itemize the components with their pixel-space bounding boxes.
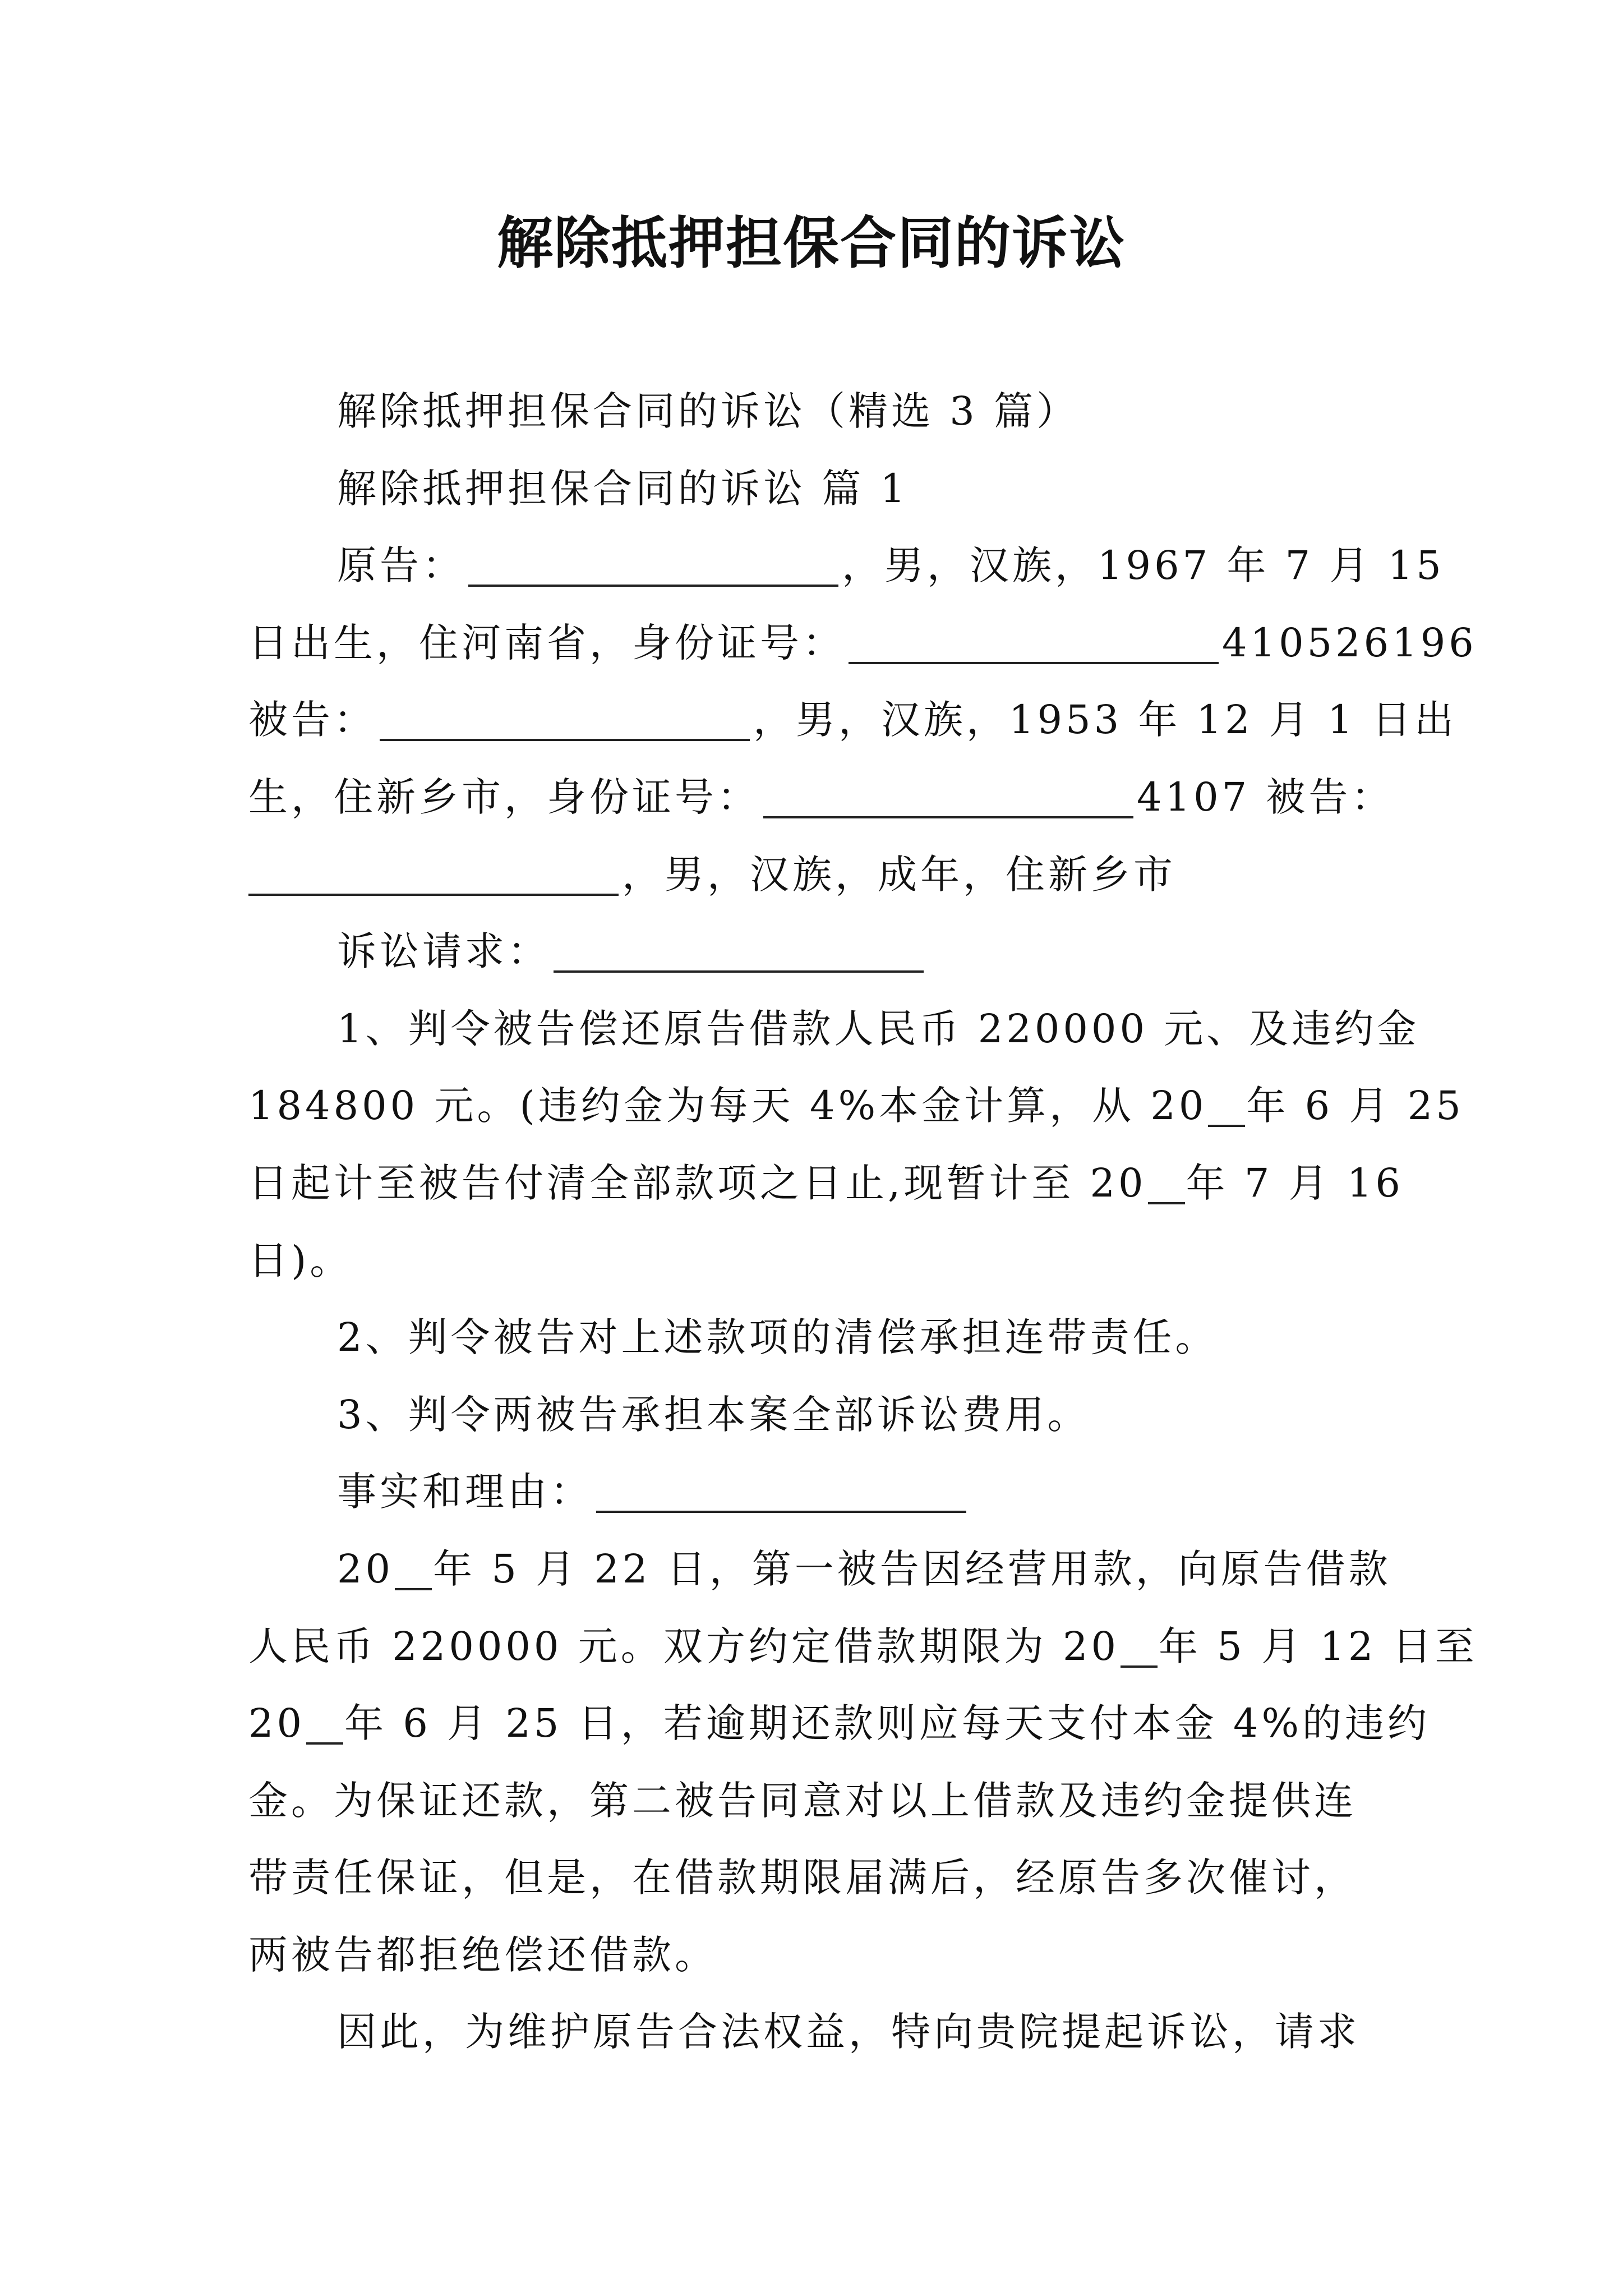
facts-line5: 带责任保证，但是，在借款期限届满后，经原告多次催讨， xyxy=(248,1855,1357,1901)
plaintiff-label: 原告： xyxy=(337,542,465,589)
claim1-line2: 184800 元。(违约金为每天 4%本金计算，从 20 年 6 月 25 xyxy=(248,1068,1387,1145)
document-body xyxy=(248,373,1478,2071)
facts-heading xyxy=(248,1453,1387,1531)
facts-line3: 20 年 6 月 25 日，若逾期还款则应每天支付本金 4%的违约 xyxy=(248,1685,1387,1763)
facts-blank xyxy=(596,1460,966,1513)
claims-label: 诉讼请求： xyxy=(337,928,550,975)
claim1-line4: 日)。 xyxy=(248,1237,353,1283)
defendant1-line xyxy=(248,682,1458,759)
year-blank xyxy=(1121,1615,1158,1668)
document-title: 解除抵押担保合同的诉讼 xyxy=(497,210,1126,276)
claim1-line1: 1、判令被告偿还原告借款人民币 220000 元、及违约金 xyxy=(337,1005,1420,1052)
plaintiff-address: 日出生，住河南省，身份证号： xyxy=(248,619,845,666)
facts-line2: 人民币 220000 元。双方约定借款期限为 20 年 5 月 12 日至 xyxy=(248,1608,1387,1686)
claim1-line3: 日起计至被告付清全部款项之日止,现暂计至 20 年 7 月 16 xyxy=(248,1145,1387,1222)
facts-line6: 两被告都拒绝偿还借款。 xyxy=(248,1931,717,1978)
defendant1-name-blank xyxy=(380,688,750,741)
defendant1-id-blank xyxy=(763,766,1133,818)
plaintiff-line-cont xyxy=(248,605,1477,682)
year-blank xyxy=(395,1538,432,1590)
plaintiff-id-blank xyxy=(849,611,1219,664)
defendant1-address: 生，住新乡市，身份证号： xyxy=(248,774,760,820)
year-blank xyxy=(1208,1074,1245,1127)
claim3: 3、判令两被告承担本案全部诉讼费用。 xyxy=(337,1391,1090,1438)
subtitle: 解除抵押担保合同的诉讼（精选 3 篇） xyxy=(337,388,1080,434)
facts-line4: 金。为保证还款，第二被告同意对以上借款及违约金提供连 xyxy=(248,1777,1357,1824)
defendant2-line xyxy=(248,836,1387,914)
facts-label: 事实和理由： xyxy=(337,1469,593,1515)
plaintiff-line xyxy=(248,527,1445,605)
plaintiff-id: 410526196 xyxy=(1222,619,1477,666)
defendant1-line-cont xyxy=(248,759,1394,836)
year-blank xyxy=(306,1692,343,1745)
year-blank xyxy=(1148,1152,1185,1204)
section-heading: 解除抵押担保合同的诉讼 篇 1 xyxy=(337,465,909,512)
plaintiff-details: ，男，汉族，1967 年 7 月 15 xyxy=(842,542,1445,589)
conclusion-line: 因此，为维护原告合法权益，特向贵院提起诉讼，请求 xyxy=(337,2009,1360,2055)
defendant1-details: ，男，汉族，1953 年 12 月 1 日出 xyxy=(753,697,1458,743)
claim2: 2、判令被告对上述款项的清偿承担连带责任。 xyxy=(337,1314,1218,1361)
claims-heading xyxy=(248,913,1387,991)
defendant1-label: 被告： xyxy=(248,697,376,743)
facts-line1: 20 年 5 月 22 日，第一被告因经营用款，向原告借款 xyxy=(248,1531,1387,1608)
plaintiff-name-blank xyxy=(468,534,838,587)
claims-blank xyxy=(554,920,924,973)
defendant1-id: 4107 被告： xyxy=(1137,774,1394,820)
defendant2-details: ，男，汉族，成年，住新乡市 xyxy=(622,851,1176,898)
defendant2-name-blank xyxy=(248,843,619,896)
